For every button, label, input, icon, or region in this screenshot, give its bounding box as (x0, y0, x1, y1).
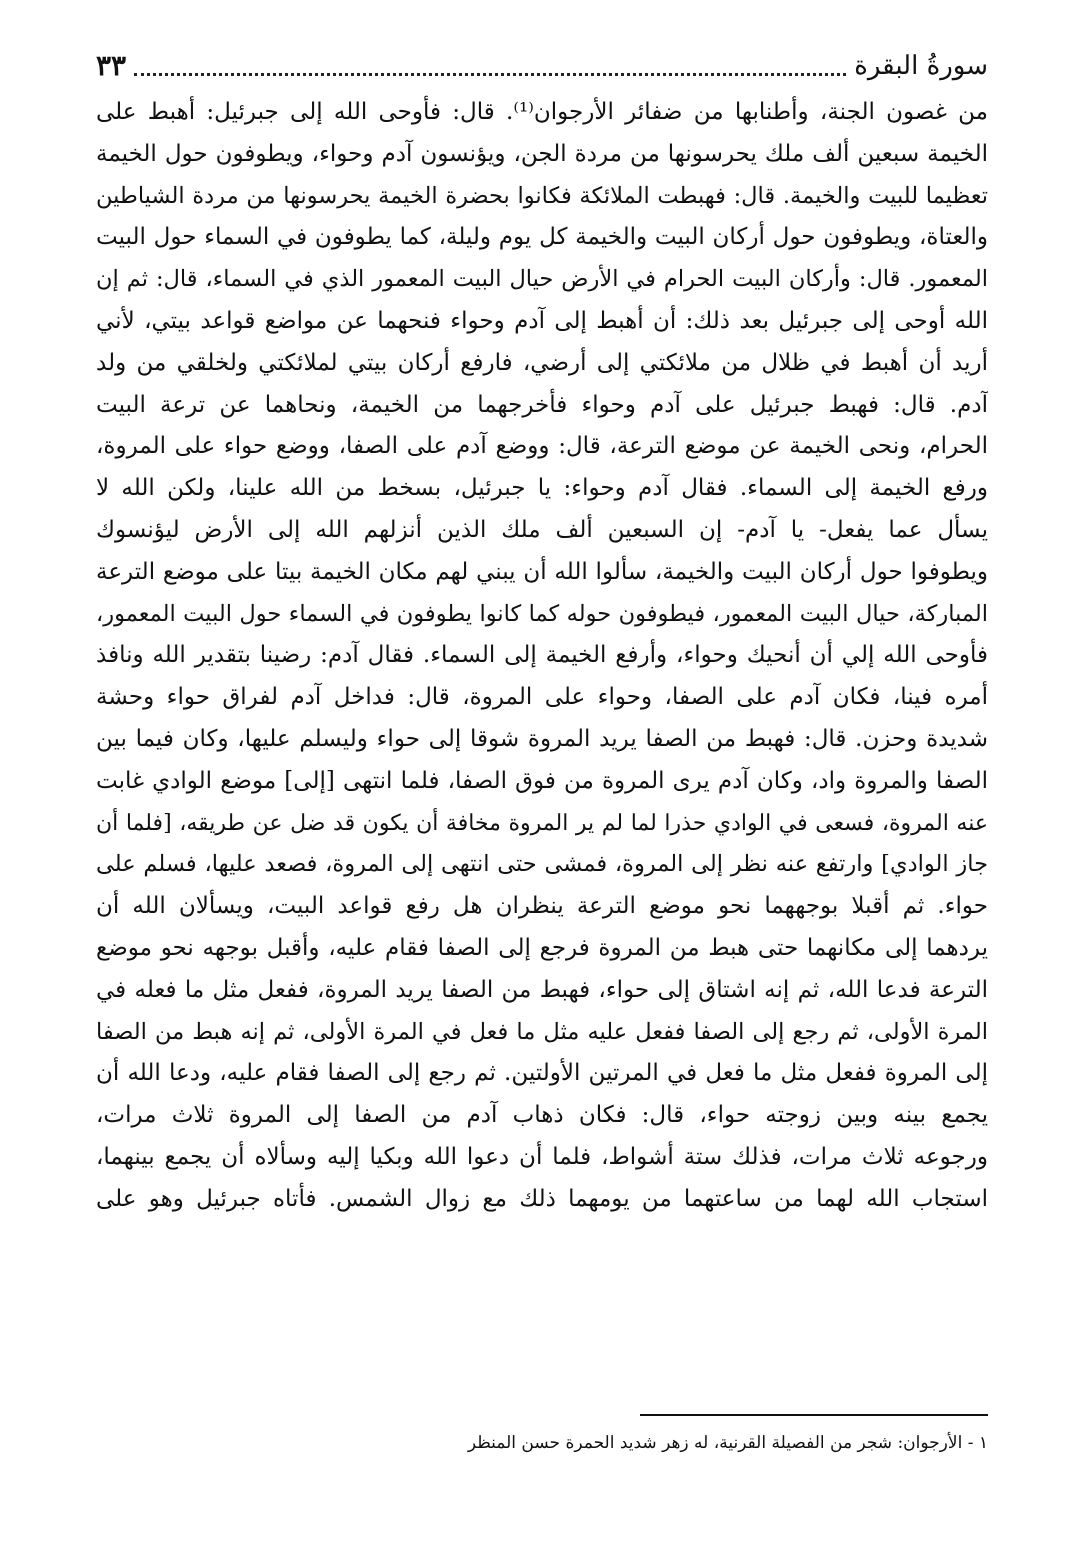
text-line: الترعة فدعا الله، ثم إنه اشتاق إلى حواء، فهبط من الصفا يريد المروة، ففعل مثل ما فعله في (96, 976, 988, 1003)
surah-title: سورةُ البقرة (854, 51, 988, 81)
text-line: يردهما إلى مكانهما حتى هبط من المروة فرجع إلى الصفا فقام عليه، وأقبل بوجهه نحو موضع (96, 934, 988, 961)
footnote-separator (640, 1414, 988, 1416)
text-line: يجمع بينه وبين زوجته حواء، قال: فكان ذهاب آدم من الصفا إلى المروة ثلاث مرات، (96, 1102, 988, 1129)
text-line: ورجوعه ثلاث مرات، فذلك ستة أشواط، فلما أن دعوا الله وبكيا إليه وسألاه أن يجمع بينهما، (96, 1143, 988, 1170)
text-line: ورفع الخيمة إلى السماء. فقال آدم وحواء: يا جبرئيل، بسخط من الله علينا، ولكن الله لا (96, 475, 988, 502)
text-line: الحرام، ونحى الخيمة عن موضع الترعة، قال: ووضع آدم على الصفا، ووضع حواء على المروة، (96, 433, 988, 460)
text-line: أريد أن أهبط في ظلال من ملائكتي إلى أرضي، فارفع أركان بيتي لملائكتي ولخلقي من ولد (96, 349, 988, 376)
text-line: المباركة، حيال البيت المعمور، فيطوفون حوله كما كانوا يطوفون في السماء حول البيت المعمور، (96, 600, 988, 627)
text-line: من غصون الجنة، وأطنابها من ضفائر الأرجوان⁽¹⁾. قال: فأوحى الله إلى جبرئيل: أهبط على (96, 99, 988, 125)
text-line: عنه المروة، فسعى في الوادي حذرا لما لم ير المروة مخافة أن يكون قد ضل عن طريقه، [فلما أن (96, 810, 988, 836)
text-line: حواء. ثم أقبلا بوجههما نحو موضع الترعة ينظران هل رفع قواعد البيت، ويسألان الله أن (96, 893, 988, 920)
text-line: تعظيما للبيت والخيمة. قال: فهبطت الملائكة فكانوا بحضرة الخيمة يحرسونها من مردة الشياطين (96, 182, 988, 209)
text-line: يسأل عما يفعل- يا آدم- إن السبعين ألف ملك الذين أنزلهم الله إلى الأرض ليؤنسوك (96, 516, 988, 543)
text-line: المرة الأولى، ثم رجع إلى الصفا ففعل عليه مثل ما فعل في المرة الأولى، ثم إنه هبط من الصفا (96, 1018, 988, 1045)
text-line: الصفا والمروة واد، وكان آدم يرى المروة من فوق الصفا، فلما انتهى [إلى] موضع الوادي غابت (96, 767, 988, 794)
page-header (96, 40, 988, 86)
text-line: المعمور. قال: وأركان البيت الحرام في الأرض حيال البيت المعمور الذي في السماء، قال: ثم إن (96, 266, 988, 293)
text-line: استجاب الله لهما من ساعتهما من يومهما ذلك مع زوال الشمس. فأتاه جبرئيل وهو على (96, 1185, 988, 1212)
text-line: والعتاة، ويطوفون حول أركان البيت والخيمة كل يوم وليلة، كما يطوفون في السماء حول البيت (96, 224, 988, 251)
text-line: الخيمة سبعين ألف ملك يحرسونها من مردة الجن، ويؤنسون آدم وحواء، ويطوفون حول الخيمة (96, 140, 988, 167)
header-dot-leader (134, 73, 846, 76)
body-text (96, 92, 988, 1221)
page-number: ٣٣ (96, 49, 127, 82)
text-line: آدم. قال: فهبط جبرئيل على آدم وحواء فأخرجهما من الخيمة، ونحاهما عن ترعة البيت (96, 391, 988, 418)
text-line: جاز الوادي] وارتفع عنه نظر إلى المروة، فمشى حتى انتهى إلى المروة، فصعد عليها، فسلم على (96, 851, 988, 878)
text-line: إلى المروة ففعل مثل ما فعل في المرتين الأولتين. ثم رجع إلى الصفا فقام عليه، ودعا الله أن (96, 1060, 988, 1087)
text-line: فأوحى الله إلي أن أنحيك وحواء، وأرفع الخيمة إلى السماء. فقال آدم: رضينا بتقدير الله ونافذ (96, 642, 988, 669)
footnote: ١ - الأرجوان: شجر من الفصيلة القرنية، له زهر شديد الحمرة حسن المنظر (467, 1433, 988, 1453)
text-line: الله أوحى إلى جبرئيل بعد ذلك: أن أهبط إلى آدم وحواء فنحهما عن مواضع قواعد بيتي، لأني (96, 307, 988, 334)
text-line: ويطوفوا حول أركان البيت والخيمة، سألوا الله أن يبني لهم مكان الخيمة بيتا على موضع الترعة (96, 558, 988, 585)
text-line: شديدة وحزن. قال: فهبط من الصفا يريد المروة شوقا إلى حواء وليسلم عليها، وكان فيما بين (96, 725, 988, 752)
text-line: أمره فينا، فكان آدم على الصفا، وحواء على المروة، قال: فداخل آدم لفراق حواء وحشة (96, 684, 988, 711)
